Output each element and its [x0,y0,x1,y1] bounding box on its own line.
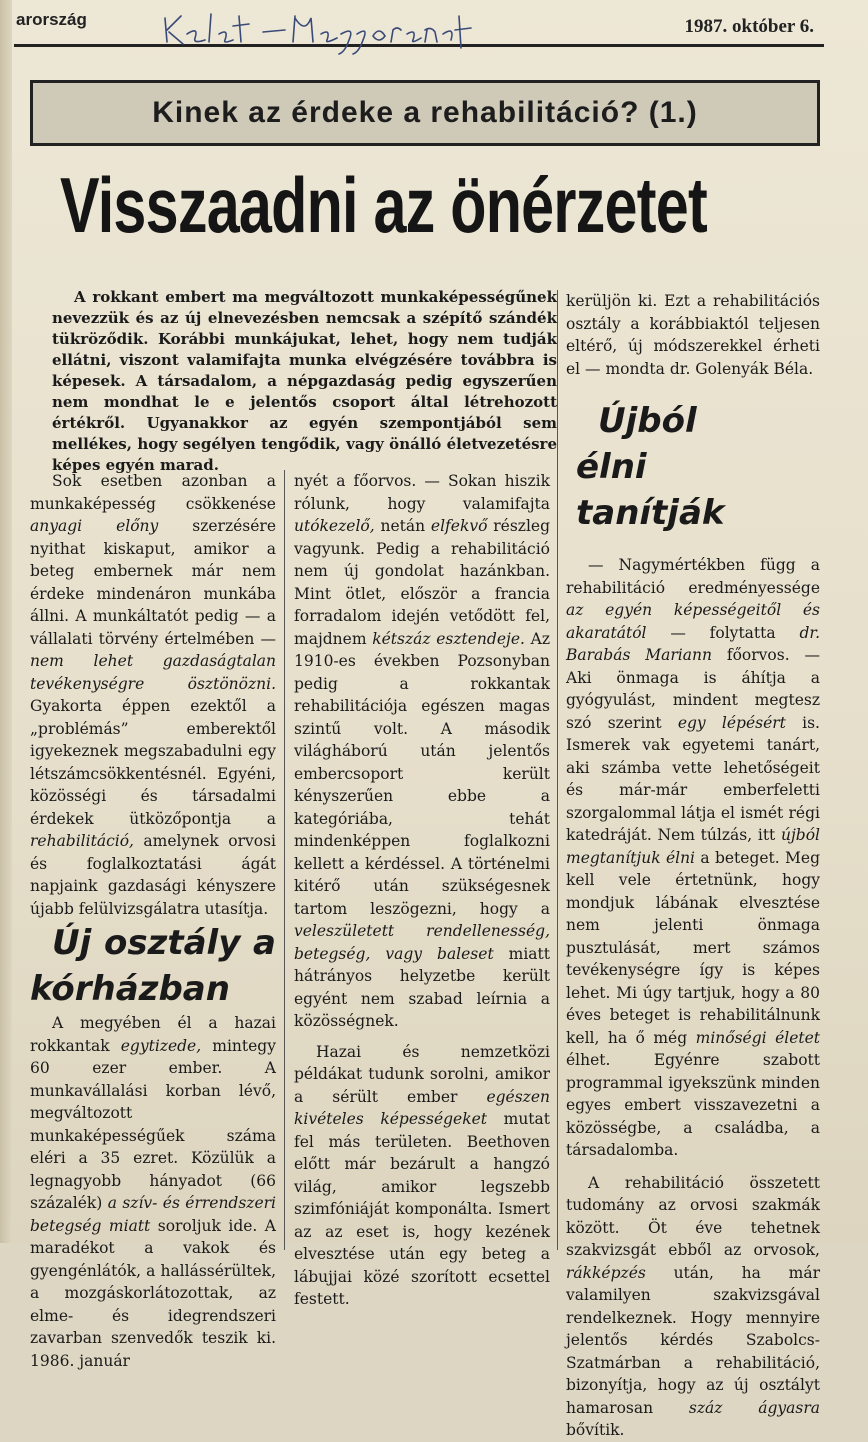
series-title: Kinek az érdeke a rehabilitáció? (1.) [30,80,820,146]
subheading-learn-to-live: Újból élni tanítják [576,401,725,533]
column-rule-1 [284,470,285,1250]
col2-paragraph-2: Hazai és nemzetközi példákat tudunk sorolni, amikor a sérült ember egészen kivételes képességeket mutat fel más területen. Beethoven előtt már bezárult a hangzó világ, amikor legszebb szimfóniáját komponálta. Ismert az az eset is, hogy kezének elvesztése után egy beteg a lábujjai közé szorított ecsettel festett. [294,1042,551,1308]
clipping-edge [0,0,12,1243]
column-1 [30,470,276,1372]
column-3 [566,290,820,1442]
col2-paragraph-1: nyét a főorvos. — Sokan hiszik rólunk, hogy valamifajta utókezelő, netán elfekvő részleg vagyunk. Pedig a rehabilitáció nem új gondolat hazánkban. Mint ötlet, először a francia forradalom idején vetődött fel, majdnem kétszáz esztendeje. Az 1910-es években Pozsonyban pedig a rokkantak rehabilitációja egészen magas szintű volt. A második világháború után jelentős embercsoport került kényszerűen ebbe a kategóriába, tehát mindenképpen foglalkozni kellett a kérdéssel. A történelmi kitérő után szükségesnek tartom leszögezni, hogy a veleszületett rendellenesség, betegség, vagy baleset miatt hátrányos helyzetbe került egyént nem szabad leírnia a közösségnek. [294,472,550,1030]
newspaper-name-fragment: arország [16,10,87,29]
masthead [14,6,824,47]
headline: Visszaadni az önérzetet [60,161,707,249]
col3-paragraph-0: kerüljön ki. Ezt a rehabilitációs osztály a korábbiaktól teljesen eltérő, új módszerekkel érheti el — mondta dr. Golenyák Béla. [566,292,820,378]
lead-paragraph: A rokkant embert ma megváltozott munkaképességűnek nevezzük és az új elnevezésben nemcsak a szépítő szándék tükröződik. Korábbi munkájukat, lehet, hogy nem tudják ellátni, viszont valamifajta munka elvégzésére továbbra is képesek. A társadalom, a népgazdaság pedig egyszerűen nem mondhat le e jelentős csoport által létrehozott értékről. Ugyanakkor az egyén szempontjából sem mellékes, hogy segélyen tengődik, vagy önálló életvezetésre képes egyén marad. [52,288,557,474]
col3-paragraph-2: A rehabilitáció összetett tudomány az orvosi szakmák között. Öt éve tehetnek szakvizsgát ebből az orvosok, rákképzés után, ha már valamilyen szakvizsgával rendelkeznek. Hogy mennyire jelentős kérdés Szabolcs-Szatmárban a rehabilitáció, bizonyítja, hogy az új osztályt hamarosan száz ágyasra bővítik. [566,1173,820,1439]
handwritten-note [159,8,489,56]
column-rule-2 [557,290,558,1250]
issue-date: 1987. október 6. [684,16,814,37]
col1-paragraph-2: A megyében él a hazai rokkantak egytizede, mintegy 60 ezer ember. A munkavállalási korban lévő, megváltozott munkaképességűek száma eléri a 35 ezret. Közülük a legnagyobb hányadot (66 százalék) a szív- és érrendszeri betegség miatt soroljuk ide. A maradékot a vakok és gyengénlátók, a hallássérültek, a mozgáskorlátozottak, az elme- és idegrendszeri zavarban szenvedők teszik ki. 1986. január [30,1014,277,1370]
column-2 [294,470,550,1311]
subheading-new-ward: Új osztály a kórházban [30,923,276,1009]
col1-paragraph-1: Sok esetben azonban a munkaképesség csökkenése anyagi előny szerzésére nyithat kiskaput, amikor a beteg embernek már nem érdeke mindenáron munkába állni. A munkáltatót pedig — a vállalati törvény értelmében — nem lehet gazdaságtalan tevékenységre ösztönözni. Gyakorta éppen ezektől a „problémás” emberektől igyekeznek megszabadulni egy létszámcsökkentésnél. Egyéni, közösségi és társadalmi érdekek ütközőpontja a rehabilitáció, amelynek orvosi és foglalkoztatási ágát napjaink gazdasági kényszere újabb felülvizsgálatra utasítja. [30,472,276,918]
col3-paragraph-1: — Nagymértékben függ a rehabilitáció eredményessége az egyén képességeitől és akaratától — folytatta dr. Barabás Mariann főorvos. — Aki önmaga is áhítja a gyógyulást, mindent megtesz szó szerint egy lépésért is. Ismerek vak egyetemi tanárt, aki számba vette lehetőségeit és már-már emberfeletti szorgalommal látja el ismét régi katedráját. Nem túlzás, itt újból megtanítjuk élni a beteget. Meg kell vele értetnünk, hogy mondjuk lábának elvesztése nem jelenti önmaga pusztulását, mert számos tevékenységre így is képes lehet. Mi úgy tartjuk, hogy a 80 éves beteget is rehabilitálnunk kell, ha ő még minőségi életet élhet. Egyénre szabott programmal igyekszünk minden egyes embert visszavezetni a közösségbe, a családba, a társadalomba. [566,556,820,1159]
